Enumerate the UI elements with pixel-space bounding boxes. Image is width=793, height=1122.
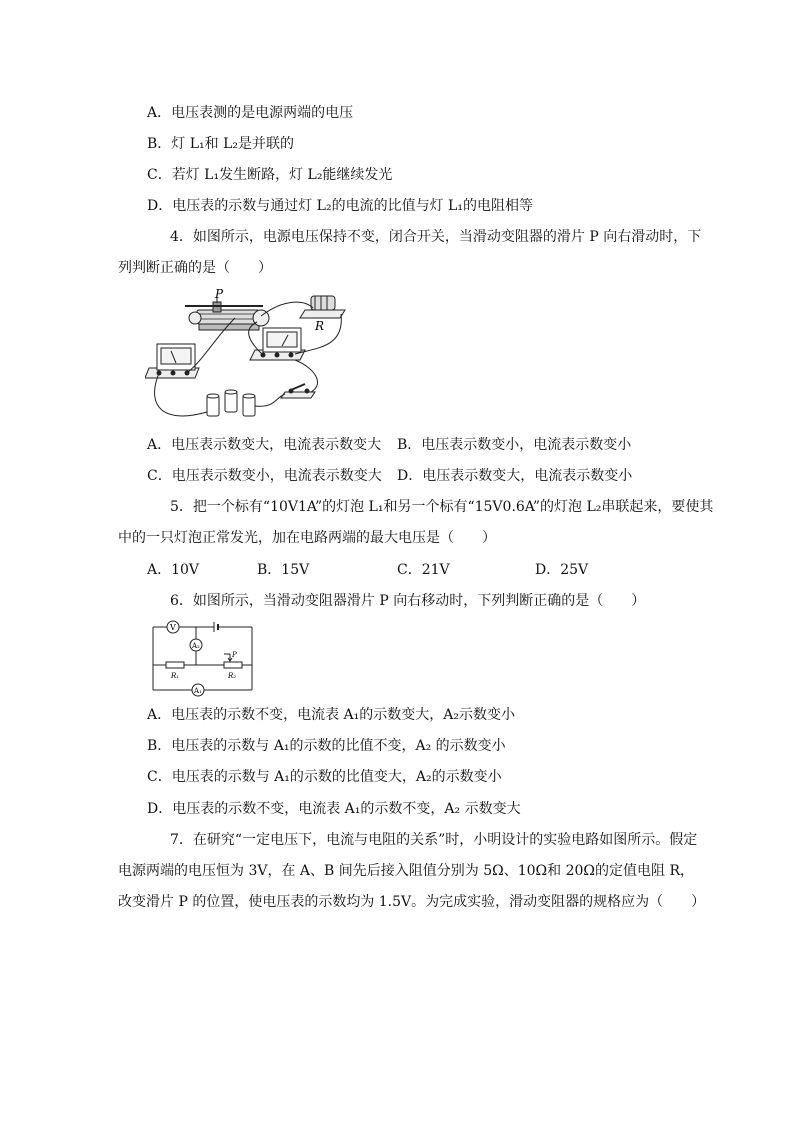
q5-stem-line1: 5．把一个标有“10V1A”的灯泡 L₁和另一个标有“15V0.6A”的灯泡 L₂串联起来，要使其 bbox=[170, 499, 714, 515]
q6-label-v: V bbox=[170, 623, 176, 632]
q6-stem: 6．如图所示，当滑动变阻器滑片 P 向右移动时，下列判断正确的是（ ） bbox=[170, 593, 646, 609]
q5-option-c: C．21V bbox=[397, 562, 450, 578]
q6-label-a1: A₁ bbox=[194, 687, 202, 695]
q6-label-a2: A₂ bbox=[192, 642, 200, 650]
q4-option-a: A．电压表示数变大，电流表示数变大 bbox=[147, 437, 382, 453]
battery-icon bbox=[207, 390, 255, 416]
q3-option-c: C．若灯 L₁发生断路，灯 L₂能继续发光 bbox=[147, 167, 393, 183]
q6-circuit-figure bbox=[148, 618, 260, 700]
q6-label-r2: R₂ bbox=[228, 672, 237, 680]
q3-option-b: B．灯 L₁和 L₂是并联的 bbox=[147, 136, 295, 152]
q7-stem-line3: 改变滑片 P 的位置，使电压表的示数均为 1.5V。为完成实验，滑动变阻器的规格应为（ ） bbox=[118, 894, 706, 910]
fig-label-r: R bbox=[315, 319, 325, 333]
voltmeter-icon bbox=[145, 344, 199, 378]
q4-apparatus-figure bbox=[145, 288, 355, 428]
q5-option-a: A．10V bbox=[147, 562, 200, 578]
q3-option-d: D．电压表的示数与通过灯 L₂的电流的比值与灯 L₁的电阻相等 bbox=[147, 198, 533, 214]
q5-option-b: B．15V bbox=[257, 562, 310, 578]
q6-label-p: P bbox=[232, 651, 237, 659]
switch-icon bbox=[281, 384, 315, 398]
fig-label-p: P bbox=[215, 288, 224, 301]
q6-option-c: C．电压表的示数与 A₁的示数的比值变大，A₂的示数变小 bbox=[147, 769, 502, 785]
q3-option-a: A．电压表测的是电源两端的电压 bbox=[147, 105, 354, 121]
q6-option-d: D．电压表的示数不变，电流表 A₁的示数不变，A₂ 示数变大 bbox=[147, 801, 521, 817]
q7-stem-line2: 电源两端的电压恒为 3V，在 A、B 间先后接入阻值分别为 5Ω、10Ω和 20Ω的定值电阻 R， bbox=[118, 863, 695, 879]
q5-stem-line2: 中的一只灯泡正常发光，加在电路两端的最大电压是（ ） bbox=[118, 530, 496, 546]
q7-stem-line1: 7．在研究“一定电压下，电流与电阻的关系”时，小明设计的实验电路如图所示。假定 bbox=[170, 832, 698, 848]
q4-stem-line2: 列判断正确的是（ ） bbox=[118, 260, 272, 276]
q6-ammeter-a2-icon bbox=[190, 639, 202, 651]
q6-option-b: B．电压表的示数与 A₁的示数的比值不变，A₂ 的示数变小 bbox=[147, 738, 506, 754]
q6-option-a: A．电压表的示数不变，电流表 A₁的示数变大，A₂示数变小 bbox=[147, 707, 516, 723]
q4-option-c: C．电压表示数变小，电流表示数变大 bbox=[147, 468, 382, 484]
rheostat-icon bbox=[185, 298, 269, 330]
q6-label-r1: R₁ bbox=[171, 672, 180, 680]
q4-option-b: B．电压表示数变小，电流表示数变小 bbox=[397, 437, 632, 453]
resistor-icon bbox=[300, 296, 345, 318]
ammeter-icon bbox=[250, 328, 305, 360]
q5-option-d: D．25V bbox=[535, 562, 589, 578]
q6-voltmeter-icon bbox=[167, 621, 179, 633]
q6-ammeter-a1-icon bbox=[192, 684, 204, 696]
q4-option-d: D．电压表示数变大，电流表示数变小 bbox=[397, 468, 633, 484]
q4-stem-line1: 4．如图所示，电源电压保持不变，闭合开关，当滑动变阻器的滑片 P 向右滑动时，下 bbox=[170, 229, 702, 245]
